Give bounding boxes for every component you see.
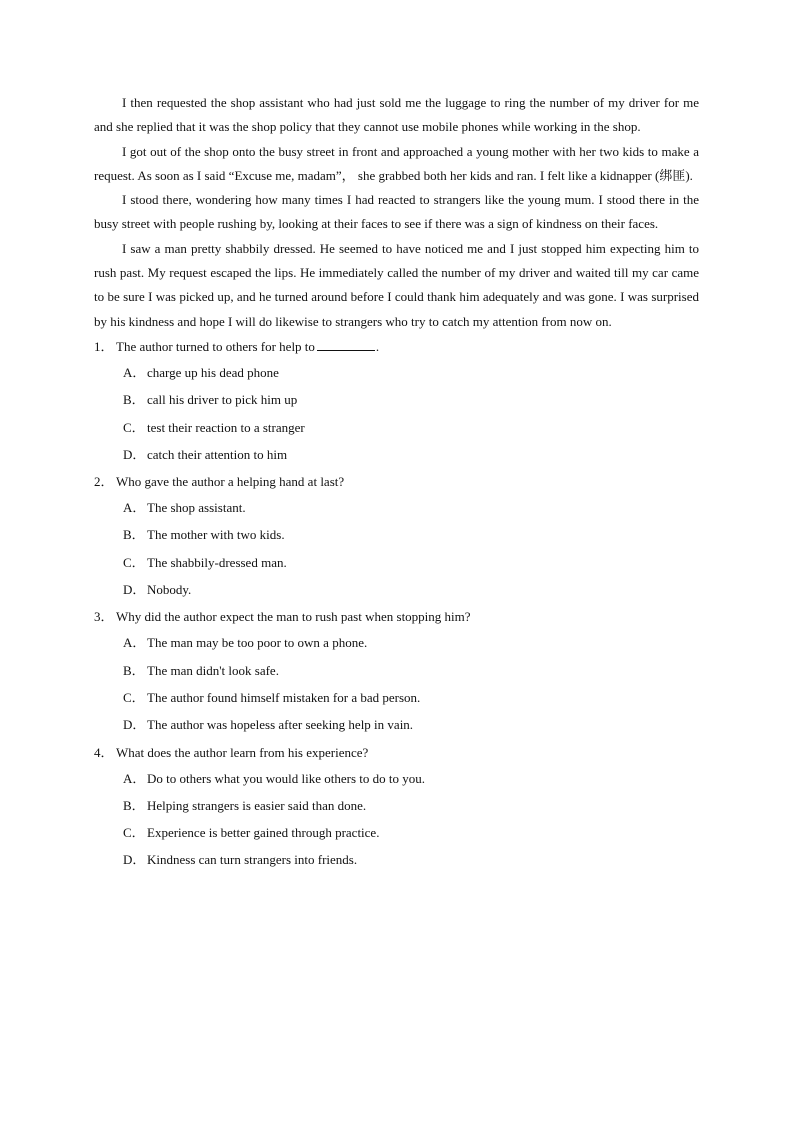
option-a [94,631,699,658]
question-stem [94,470,699,496]
option-letter: B． [123,797,145,813]
option-text: The author found himself mistaken for a bad person. [147,689,421,705]
option-text: Do to others what you would like others to do to you. [147,770,426,786]
question-4 [94,741,699,876]
passage-paragraph: I stood there, wondering how many times I had reacted to strangers like the young mum. I stood there in the busy street with people rushing by, looking at their faces to see if there was a sign of kindness on their faces. [94,192,699,232]
question-list [94,335,699,876]
option-b [94,388,699,415]
option-d [94,443,699,470]
question-text: What does the author learn from his experience? [116,744,369,760]
option-list [94,631,699,740]
question-number: 4． [94,744,114,760]
question-stem [94,605,699,631]
option-a [94,496,699,523]
option-letter: C． [123,689,145,705]
option-text: The mother with two kids. [147,527,285,543]
option-letter: B． [123,527,145,543]
option-c [94,551,699,578]
question-number: 1． [94,338,114,354]
option-c [94,821,699,848]
option-letter: C． [123,554,145,570]
passage-paragraph: I got out of the shop onto the busy street in front and approached a young mother with her two kids to make a request. As soon as I said “Excuse me, madam”， she grabbed both her kids and ran. I felt like a kidnapper (绑匪). [94,143,699,183]
question-text: Who gave the author a helping hand at last? [116,474,345,490]
option-letter: C． [123,825,145,841]
option-b [94,659,699,686]
option-letter: A． [123,770,146,786]
option-text: Nobody. [147,582,192,598]
option-text: test their reaction to a stranger [147,419,305,435]
document-page [94,91,699,876]
option-text: charge up his dead phone [147,364,279,380]
option-letter: A． [123,500,146,516]
option-text: call his driver to pick him up [147,392,298,408]
question-text: The author turned to others for help to [116,338,315,354]
question-stem [94,741,699,767]
question-2 [94,470,699,605]
option-d [94,713,699,740]
passage-paragraph: I saw a man pretty shabbily dressed. He seemed to have noticed me and I just stopped him expecting him to rush past. My request escaped the lips. He immediately called the number of my driver and waited till my car came to be sure I was picked up, and he turned around before I could thank him adequately and was gone. I was surprised by his kindness and hope I will do likewise to strangers who try to catch my attention from now on. [94,240,699,329]
option-list [94,767,699,876]
answer-blank [317,338,375,351]
question-number: 2． [94,474,114,490]
option-letter: B． [123,392,145,408]
option-d [94,578,699,605]
option-letter: D． [123,582,146,598]
option-a [94,361,699,388]
question-1 [94,335,699,470]
option-letter: A． [123,635,146,651]
option-letter: B． [123,662,145,678]
option-letter: D． [123,852,146,868]
option-letter: A． [123,364,146,380]
option-list [94,361,699,470]
option-text: The shop assistant. [147,500,246,516]
option-text: The shabbily-dressed man. [147,554,287,570]
option-text: The man may be too poor to own a phone. [147,635,368,651]
option-b [94,794,699,821]
option-letter: D． [123,717,146,733]
option-text: Kindness can turn strangers into friends. [147,852,358,868]
option-letter: D． [123,446,146,462]
option-text: Helping strangers is easier said than done. [147,797,367,813]
option-list [94,496,699,605]
question-text: Why did the author expect the man to rush past when stopping him? [116,609,471,625]
reading-passage [94,91,699,334]
option-letter: C． [123,419,145,435]
question-stem [94,335,699,361]
option-d [94,848,699,875]
option-a [94,767,699,794]
question-3 [94,605,699,740]
option-text: catch their attention to him [147,446,288,462]
option-text: Experience is better gained through practice. [147,825,380,841]
option-b [94,523,699,550]
option-text: The author was hopeless after seeking help in vain. [147,717,414,733]
passage-paragraph: I then requested the shop assistant who had just sold me the luggage to ring the number of my driver for me and she replied that it was the shop policy that they cannot use mobile phones while working in the shop. [94,95,699,135]
option-c [94,686,699,713]
option-c [94,416,699,443]
option-text: The man didn't look safe. [147,662,279,678]
question-text-end: . [375,338,380,354]
question-number: 3． [94,609,114,625]
